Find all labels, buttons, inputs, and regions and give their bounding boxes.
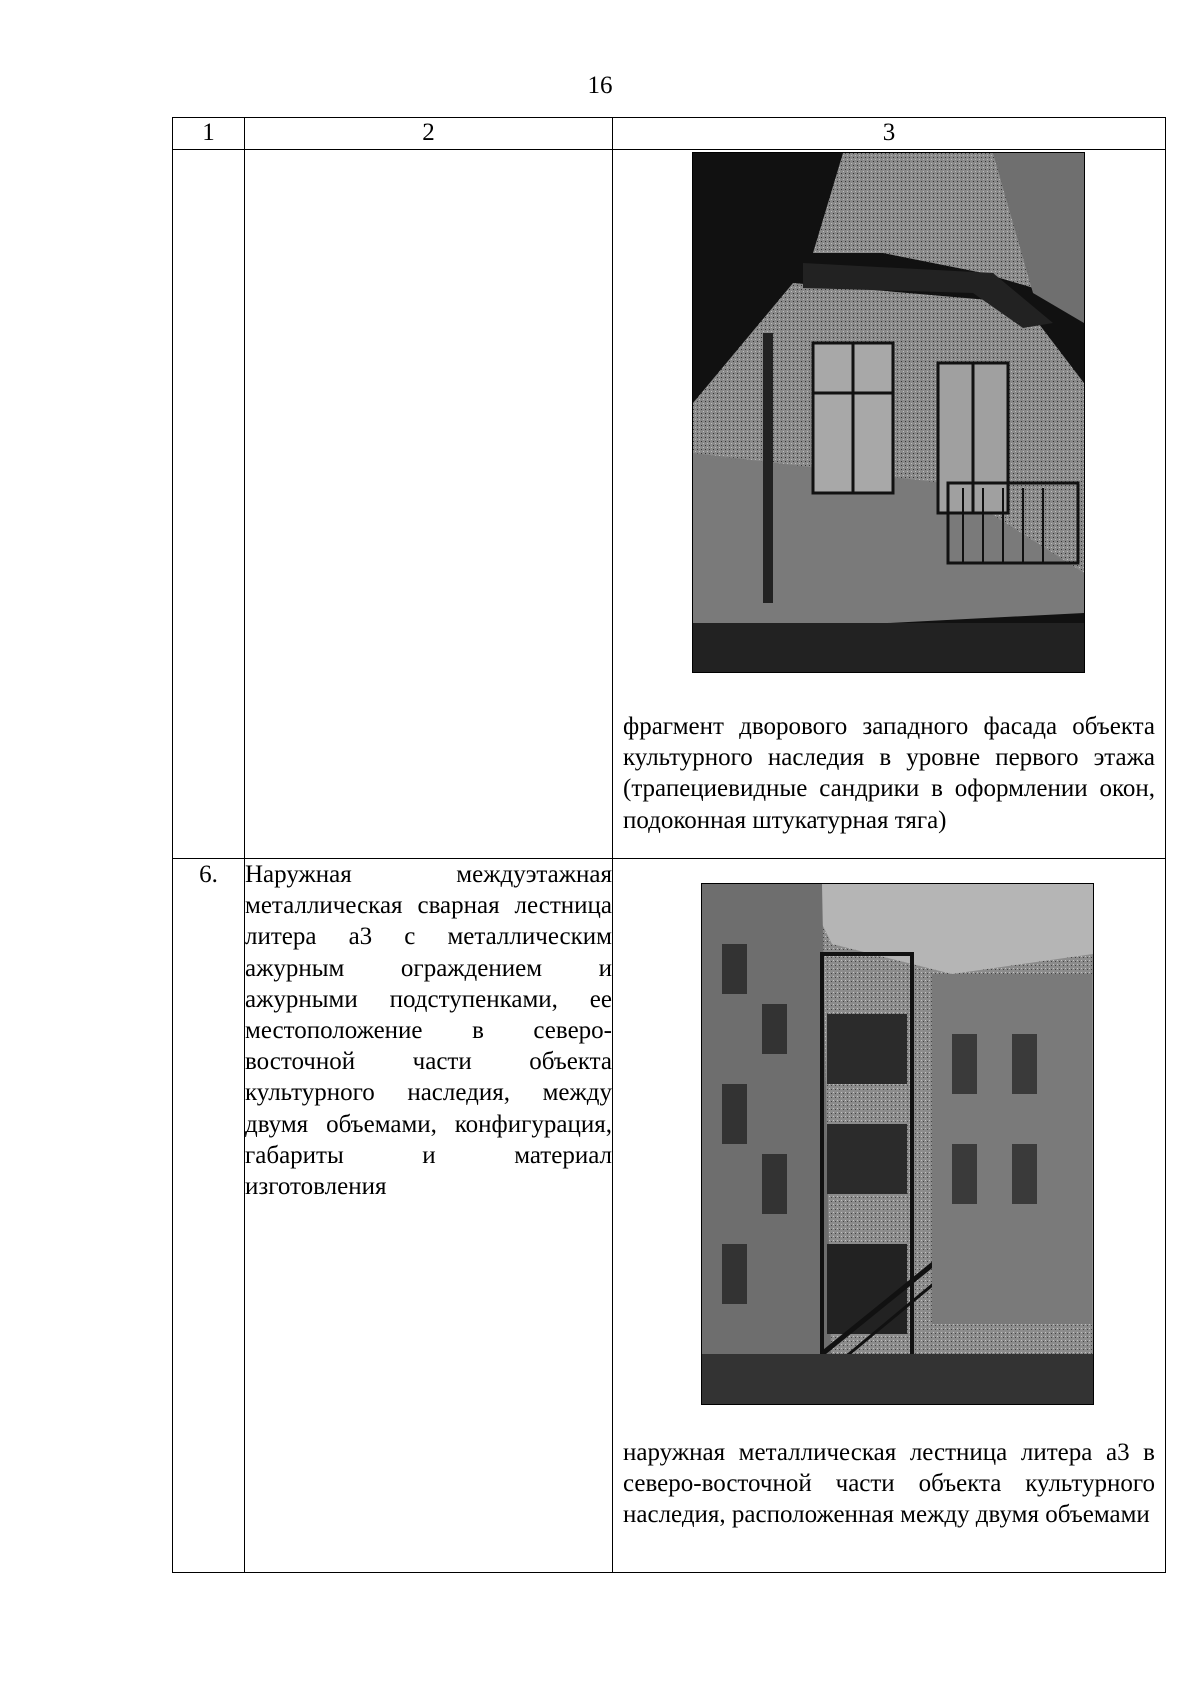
photo-caption: наружная металлическая лестница литера а3 в северо-восточной части объекта культурного наследия, расположенная между двумя объемами bbox=[623, 1439, 1155, 1529]
table-row bbox=[173, 150, 1166, 859]
photo-caption: фрагмент дворового западного фасада объекта культурного наследия в уровне первого этажа (трапециевидные сандрики в оформлении окон, подоконная штукатурная тяга) bbox=[623, 713, 1155, 834]
row-description: Наружная междуэтажная металлическая сварная лестница литера а3 с металлическим ажурным ограждением и ажурными подступенками, ее местоположение в северо-восточной части объекта культурного наследия, между двумя объемами, конфигурация, габариты и материал изготовления bbox=[245, 859, 613, 1573]
row-number bbox=[173, 150, 245, 859]
row-number: 6. bbox=[173, 859, 245, 1573]
row-description bbox=[245, 150, 613, 859]
photo-cell bbox=[613, 150, 1166, 859]
photo-cell bbox=[613, 859, 1166, 1573]
column-header-1: 1 bbox=[173, 118, 245, 150]
column-header-3: 3 bbox=[613, 118, 1166, 150]
staircase-photo bbox=[701, 883, 1094, 1405]
page-number: 16 bbox=[587, 72, 613, 99]
table-row bbox=[173, 859, 1166, 1573]
facade-photo bbox=[692, 152, 1085, 673]
heritage-table bbox=[172, 117, 1166, 1573]
column-header-2: 2 bbox=[245, 118, 613, 150]
header-row bbox=[173, 118, 1166, 150]
